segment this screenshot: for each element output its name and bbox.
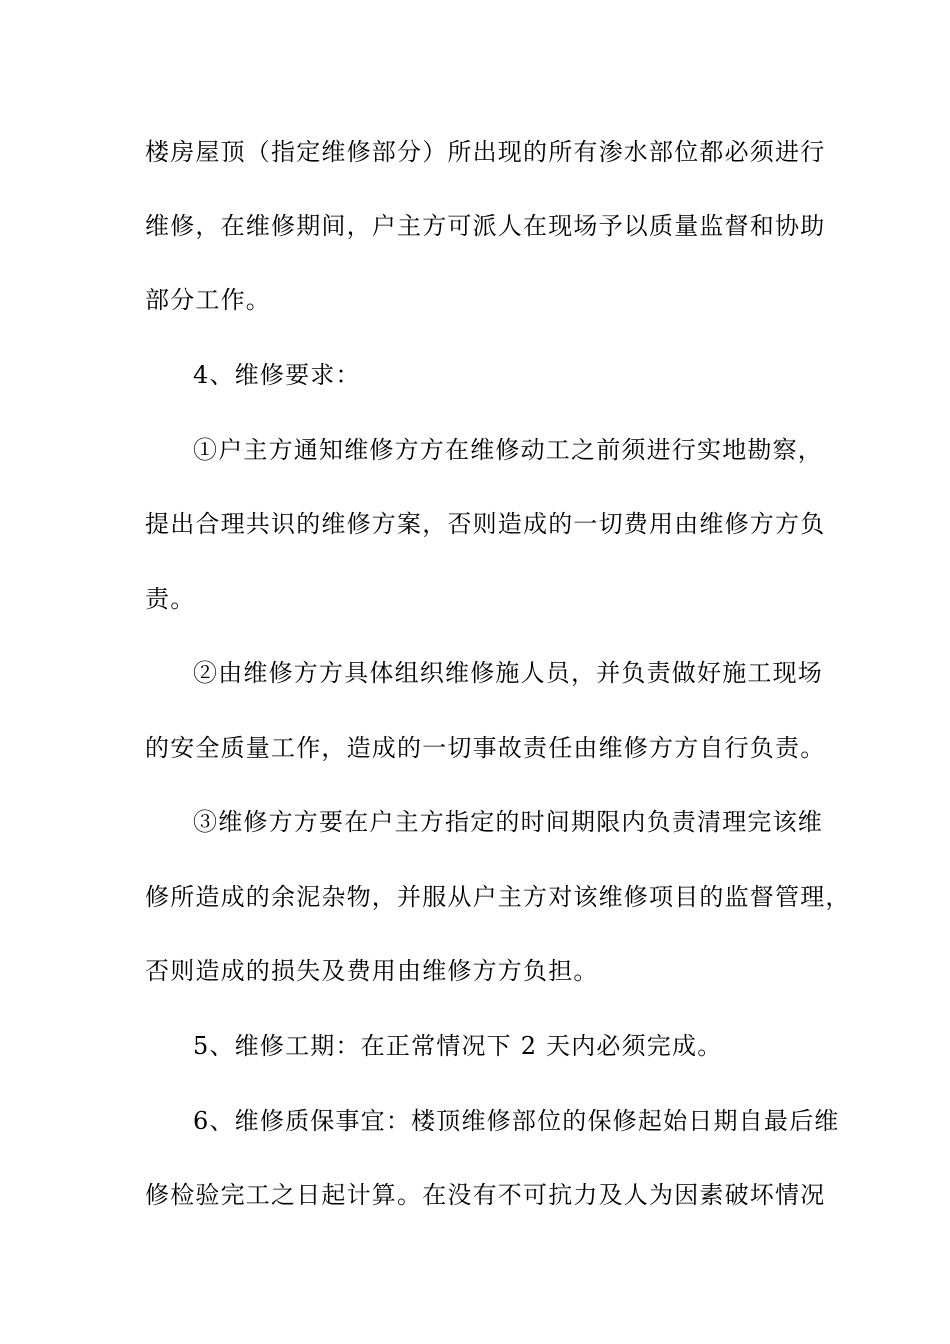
body-text-line: 部分工作。 [145, 286, 271, 314]
body-text-line: 否则造成的损失及费用由维修方方负担。 [145, 957, 599, 985]
body-text-line: ①户主方通知维修方方在维修动工之前须进行实地勘察， [193, 436, 823, 464]
body-text-line: 修检验完工之日起计算。在没有不可抗力及人为因素破坏情况 [145, 1181, 826, 1209]
section-heading: 4、维修要求： [193, 361, 361, 389]
body-text-line: ③维修方方要在户主方指定的时间期限内负责清理完该维 [193, 808, 823, 836]
body-text-line: 的安全质量工作，造成的一切事故责任由维修方方自行负责。 [145, 734, 826, 762]
body-text-line: 责。 [145, 585, 196, 613]
section-heading: 5、维修工期：在正常情况下 2 天内必须完成。 [193, 1032, 723, 1060]
body-text-line: 提出合理共识的维修方案，否则造成的一切费用由维修方方负 [145, 510, 826, 538]
body-text-line: 维修，在维修期间，户主方可派人在现场予以质量监督和协助 [145, 212, 826, 240]
body-text-line: 修所造成的余泥杂物，并服从户主方对该维修项目的监督管理， [145, 883, 851, 911]
body-text-line: 楼房屋顶（指定维修部分）所出现的所有渗水部位都必须进行 [145, 138, 826, 166]
section-heading: 6、维修质保事宜：楼顶维修部位的保修起始日期自最后维 [193, 1107, 840, 1135]
body-text-line: ②由维修方方具体组织维修施人员，并负责做好施工现场 [193, 659, 823, 687]
